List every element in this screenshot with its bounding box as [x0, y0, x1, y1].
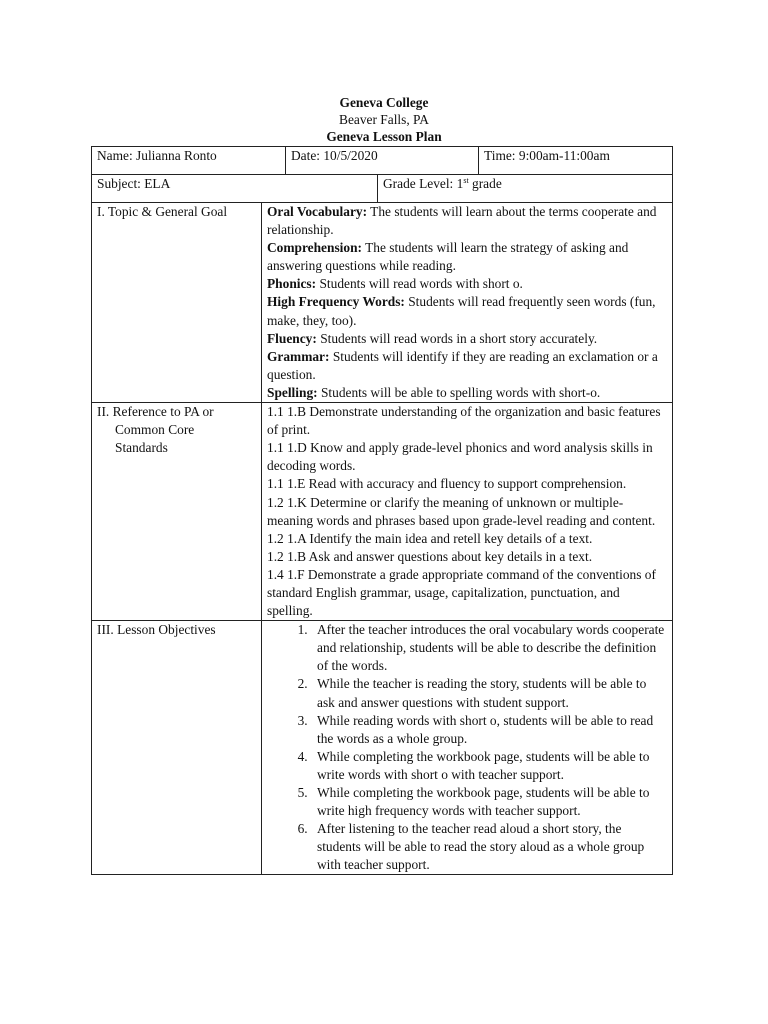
college-location: Beaver Falls, PA	[339, 112, 429, 127]
standard-item: 1.2 1.A Identify the main idea and retell key details of a text.	[267, 530, 593, 546]
standard-item: 1.1 1.E Read with accuracy and fluency to support comprehension.	[267, 476, 627, 492]
grade-suffix: grade	[468, 176, 502, 191]
standard-item: 1.2 1.K Determine or clarify the meaning of unknown or multiple-meaning words and phrases based upon grade-level reading and content.	[267, 494, 656, 528]
objectives-list	[267, 621, 667, 874]
standards-list	[262, 403, 673, 621]
standard-item: 1.1 1.D Know and apply grade-level phonics and word analysis skills in decoding words.	[267, 440, 653, 474]
standards-row	[92, 403, 673, 621]
standards-label	[92, 403, 262, 621]
grade-prefix: Grade Level: 1	[383, 176, 464, 191]
goal-item	[267, 348, 667, 384]
standard-item: 1.2 1.B Ask and answer questions about key details in a text.	[267, 548, 593, 564]
name-cell: Name: Julianna Ronto	[92, 147, 286, 175]
goal-text: The students will learn the strategy of asking and answering questions while reading.	[267, 240, 629, 274]
grade-ordinal: st	[463, 176, 469, 185]
topic-label: I. Topic & General Goal	[92, 203, 262, 403]
lesson-plan-table	[91, 146, 673, 875]
objective-item: 5. While completing the workbook page, students will be able to write high frequency words with teacher support.	[311, 784, 667, 820]
objectives-cell	[262, 621, 673, 875]
goal-term: High Frequency Words:	[267, 294, 405, 310]
goal-term: Spelling:	[267, 384, 318, 400]
goal-term: Oral Vocabulary:	[267, 204, 368, 219]
objective-item: 4. While completing the workbook page, students will be able to write words with short o with teacher support.	[311, 748, 667, 784]
subject-row	[92, 175, 673, 203]
goal-text: Students will identify if they are reading an exclamation or a question.	[267, 348, 658, 382]
standards-label-line: Common Core	[115, 422, 195, 438]
standards-label-line: II. Reference to PA or	[97, 404, 214, 420]
objectives-row	[92, 621, 673, 875]
college-name: Geneva College	[339, 95, 429, 110]
info-row	[92, 147, 673, 175]
standard-item: 1.4 1.F Demonstrate a grade appropriate command of the conventions of standard English grammar, usage, capitalization, punctuation, and spelling.	[267, 566, 656, 619]
objectives-label: III. Lesson Objectives	[92, 621, 262, 875]
goal-item	[267, 203, 667, 239]
goal-term: Fluency:	[267, 330, 317, 346]
standards-label-line: Standards	[115, 440, 168, 456]
goal-term: Phonics:	[267, 276, 317, 292]
objective-item: 2. While the teacher is reading the story, students will be able to ask and answer questions with student support.	[311, 675, 667, 711]
goal-item	[267, 275, 667, 293]
document-title: Geneva Lesson Plan	[326, 129, 442, 144]
subject-cell: Subject: ELA	[92, 175, 378, 203]
topic-row	[92, 203, 673, 403]
goal-item	[267, 293, 667, 329]
goal-term: Comprehension:	[267, 240, 362, 256]
standard-item: 1.1 1.B Demonstrate understanding of the organization and basic features of print.	[267, 404, 661, 438]
goal-text: Students will read words with short o.	[316, 276, 523, 292]
goal-item	[267, 384, 667, 402]
goal-item	[267, 239, 667, 275]
date-cell: Date: 10/5/2020	[286, 147, 479, 175]
time-cell: Time: 9:00am-11:00am	[479, 147, 673, 175]
objective-item: 3. While reading words with short o, students will be able to read the words as a whole group.	[311, 712, 667, 748]
objective-item: 1. After the teacher introduces the oral vocabulary words cooperate and relationship, students will be able to describe the definition of the words.	[311, 621, 667, 675]
goal-list	[262, 203, 673, 403]
goal-text: The students will learn about the terms cooperate and relationship.	[267, 204, 657, 238]
grade-cell	[378, 175, 673, 203]
goal-text: Students will be able to spelling words with short-o.	[317, 384, 601, 400]
goal-term: Grammar:	[267, 348, 330, 364]
goal-text: Students will read frequently seen words (fun, make, they, too).	[267, 294, 656, 328]
document-header	[0, 94, 768, 145]
objective-item: 6. After listening to the teacher read aloud a short story, the students will be able to read the story aloud as a whole group with teacher support.	[311, 820, 667, 874]
goal-text: Students will read words in a short story accurately.	[316, 330, 598, 346]
goal-item	[267, 330, 667, 348]
